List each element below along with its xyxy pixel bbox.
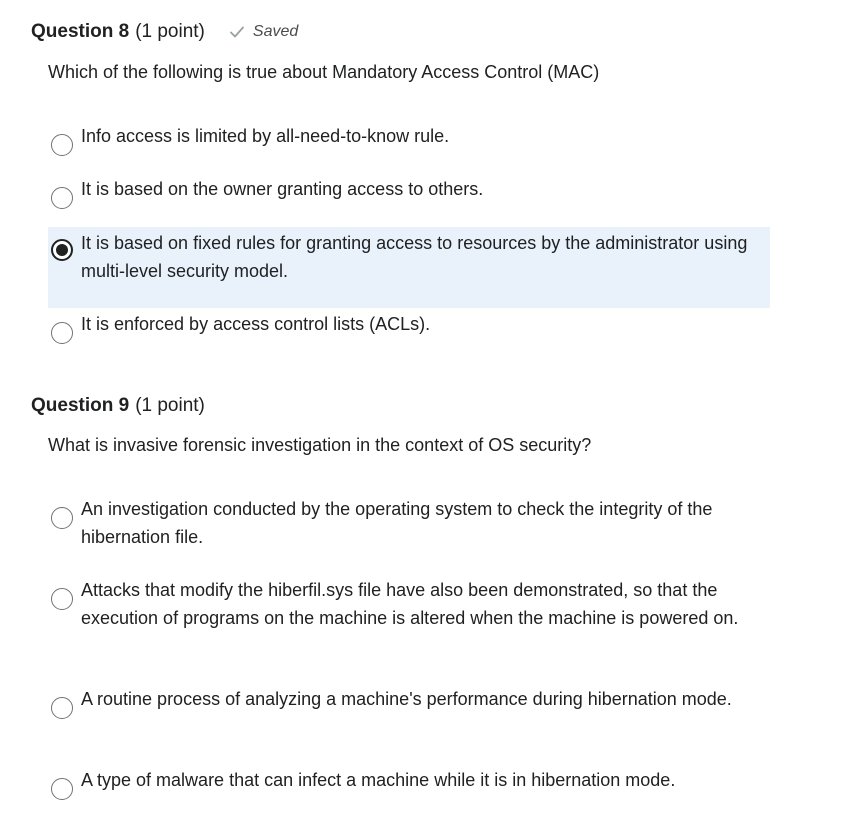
option-label: A type of malware that can infect a machine while it is in hibernation mode.: [81, 770, 676, 790]
checkmark-icon: [229, 25, 245, 39]
radio-button[interactable]: [51, 322, 73, 344]
option-label: A routine process of analyzing a machine's performance during hibernation mode.: [81, 689, 732, 709]
question-8-points: (1 point): [135, 21, 205, 42]
option-label: An investigation conducted by the operating system to check the integrity of the hibernation file.: [81, 499, 713, 547]
question-8-option-4[interactable]: [48, 310, 770, 344]
option-label: Info access is limited by all-need-to-know rule.: [81, 126, 450, 146]
question-9-option-3[interactable]: [48, 685, 770, 745]
question-8-option-2[interactable]: [48, 175, 770, 209]
question-8-text: Which of the following is true about Mandatory Access Control (MAC): [48, 62, 600, 82]
radio-button[interactable]: [51, 507, 73, 529]
question-8-title: Question 8: [31, 21, 130, 42]
radio-button[interactable]: [51, 187, 73, 209]
question-8-option-1[interactable]: [48, 122, 770, 156]
question-9-header: [31, 394, 205, 418]
saved-status: [229, 20, 298, 44]
option-label: It is enforced by access control lists (ACLs).: [81, 314, 431, 334]
option-label: It is based on fixed rules for granting access to resources by the administrator using multi-level security model.: [81, 233, 748, 281]
saved-label: Saved: [252, 23, 299, 40]
radio-button[interactable]: [51, 778, 73, 800]
radio-button[interactable]: [51, 697, 73, 719]
radio-button[interactable]: [51, 134, 73, 156]
question-8-option-3[interactable]: [48, 227, 770, 308]
radio-button[interactable]: [51, 588, 73, 610]
question-9-title: Question 9: [31, 395, 130, 416]
question-9-option-4[interactable]: [48, 766, 770, 800]
question-9-option-2[interactable]: [48, 576, 770, 664]
option-label: Attacks that modify the hiberfil.sys file have also been demonstrated, so that the execution of programs on the machine is altered when the machine is powered on.: [81, 580, 739, 628]
radio-button-selected[interactable]: [51, 239, 73, 261]
question-9-points: (1 point): [135, 395, 205, 416]
question-9-option-1[interactable]: [48, 495, 770, 555]
option-label: It is based on the owner granting access to others.: [81, 179, 484, 199]
question-9-text: What is invasive forensic investigation in the context of OS security?: [48, 435, 592, 455]
question-8-header: [31, 20, 298, 44]
